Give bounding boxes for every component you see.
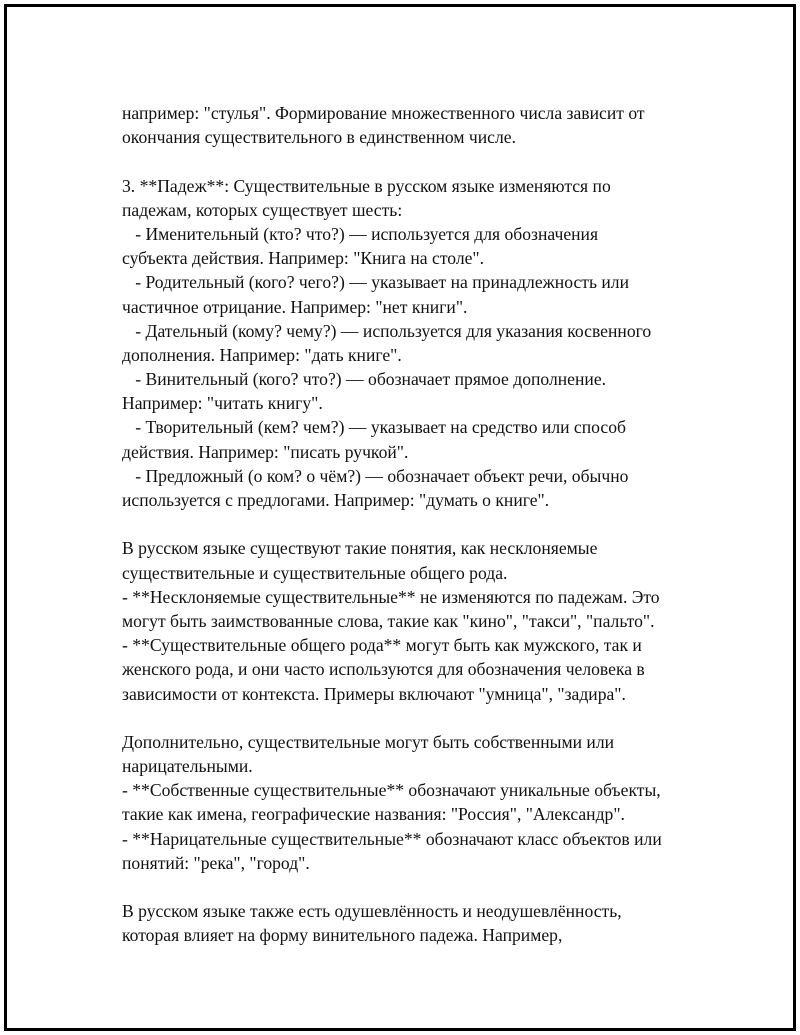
text-line: частичное отрицание. Например: "нет книги".: [122, 296, 468, 317]
text-line: - Именительный (кто? что?) — используется для обозначения: [122, 223, 599, 244]
page-frame: [4, 4, 796, 1031]
text-line: - **Несклоняемые существительные** не изменяются по падежам. Это: [122, 586, 660, 607]
text-line: например: "стулья". Формирование множественного числа зависит от: [122, 103, 645, 123]
text-line: - Родительный (кого? чего?) — указывает на принадлежность или: [122, 272, 629, 293]
text-line: - Предложный (о ком? о чём?) — обозначает объект речи, обычно: [122, 465, 629, 486]
text-line: - Дательный (кому? чему?) — используется для указания косвенного: [122, 320, 652, 341]
text-line: существительные и существительные общего рода.: [122, 562, 508, 583]
text-line: женского рода, и они часто используются для обозначения человека в: [122, 659, 645, 680]
text-line: действия. Например: "писать ручкой".: [122, 441, 409, 462]
text-line: понятий: "река", "город".: [122, 852, 310, 873]
text-line: Дополнительно, существительные могут быть собственными или: [122, 731, 615, 752]
text-line: - **Существительные общего рода** могут быть как мужского, так и: [122, 635, 642, 656]
text-line: - Винительный (кого? что?) — обозначает прямое дополнение.: [122, 369, 607, 390]
text-line: такие как имена, географические названия: "Россия", "Александр".: [122, 804, 625, 825]
text-line: могут быть заимствованные слова, такие как "кино", "такси", "пальто".: [122, 610, 655, 631]
paragraph-gap: [122, 875, 712, 899]
text-line: - **Собственные существительные** обозначают уникальные объекты,: [122, 780, 661, 801]
text-line: 3. **Падеж**: Существительные в русском языке изменяются по: [122, 175, 611, 196]
paragraph-gap: [122, 706, 712, 730]
text-line: нарицательными.: [122, 756, 253, 777]
text-line: - Творительный (кем? чем?) — указывает на средство или способ: [122, 417, 626, 438]
text-line: зависимости от контекста. Примеры включают "умница", "задира".: [122, 683, 626, 704]
document-text: [122, 101, 712, 948]
text-line: - **Нарицательные существительные** обозначают класс объектов или: [122, 828, 662, 849]
text-line: Например: "читать книгу".: [122, 393, 323, 414]
paragraph-gap: [122, 149, 712, 173]
text-line: В русском языке также есть одушевлённость и неодушевлённость,: [122, 901, 622, 922]
text-line: В русском языке существуют такие понятия, как несклоняемые: [122, 538, 598, 559]
text-line: субъекта действия. Например: "Книга на столе".: [122, 248, 485, 269]
text-line: дополнения. Например: "дать книге".: [122, 344, 402, 365]
text-line: используется с предлогами. Например: "думать о книге".: [122, 490, 550, 510]
text-line: окончания существительного в единственном числе.: [122, 127, 516, 148]
paragraph-gap: [122, 512, 712, 536]
text-line: падежам, которых существует шесть:: [122, 199, 403, 220]
text-line: которая влияет на форму винительного падежа. Например,: [122, 925, 563, 946]
